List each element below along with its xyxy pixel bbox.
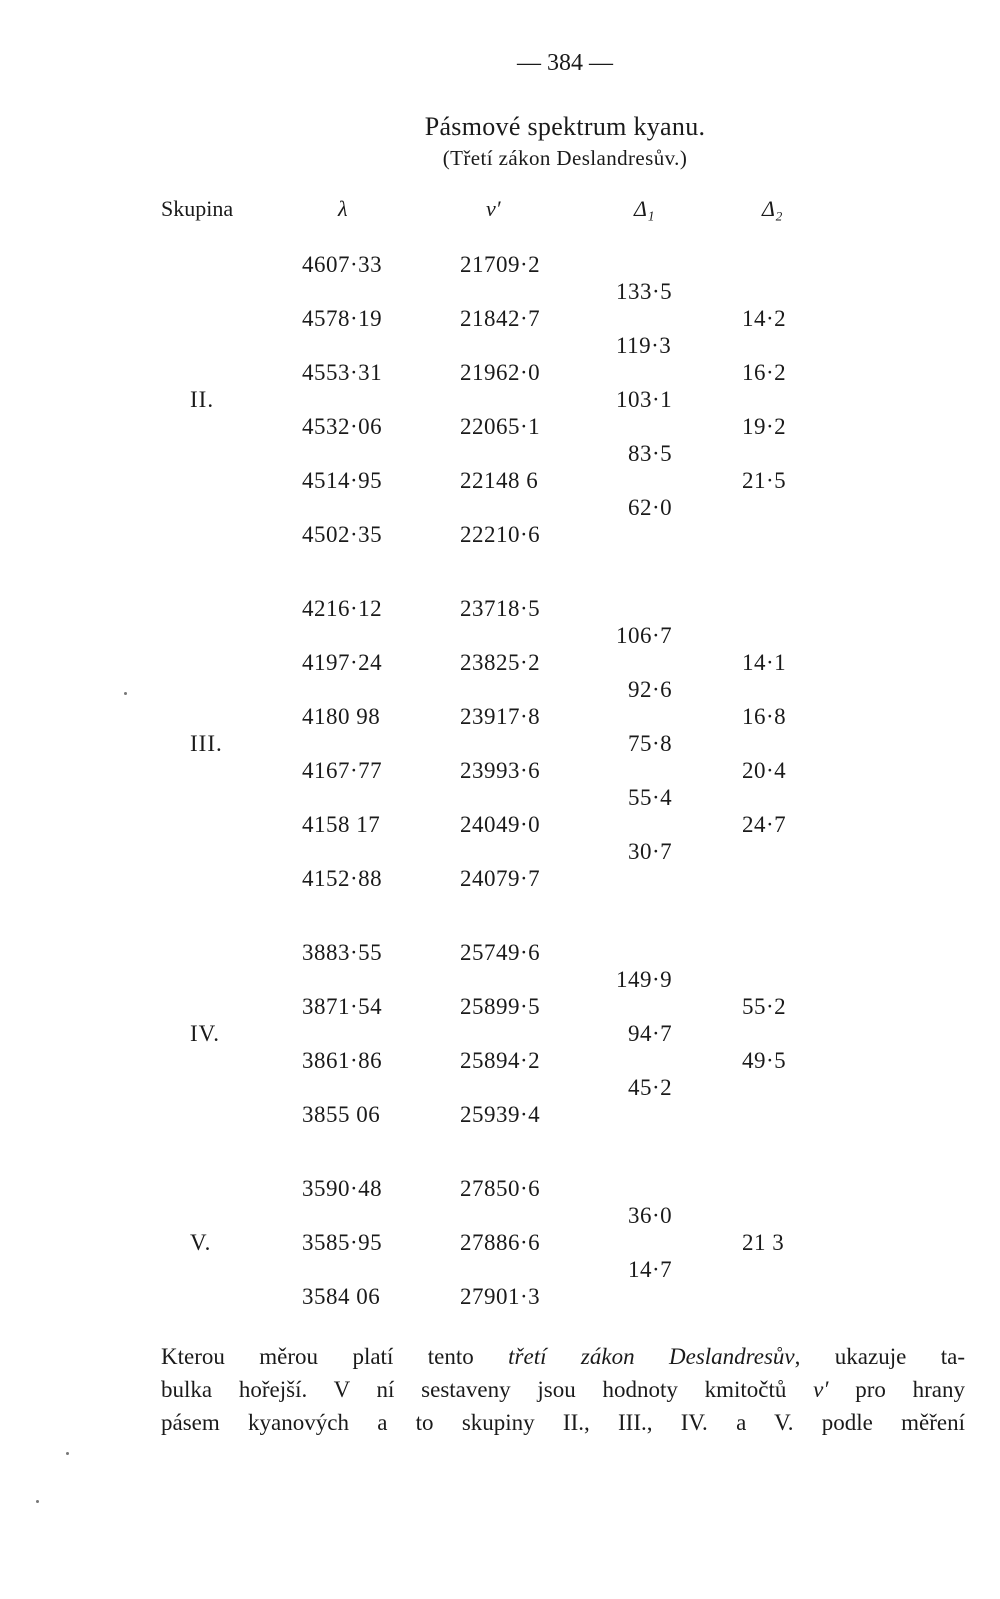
paragraph-emphasis: třetí zákon Deslandresův (508, 1344, 795, 1369)
delta2-cell: 16·8 (742, 704, 787, 729)
lambda-cell: 3855 06 (302, 1102, 381, 1127)
nu-cell: 25899·5 (460, 994, 541, 1019)
lambda-cell: 3584 06 (302, 1284, 381, 1309)
nu-cell: 22148 6 (460, 468, 539, 493)
group-label: II. (190, 387, 215, 412)
table-title: Pásmové spektrum kyanu. (424, 112, 706, 141)
paragraph-line-2-end: pro hrany (828, 1377, 965, 1402)
nu-cell: 27901·3 (460, 1284, 541, 1309)
nu-cell: 21962·0 (460, 360, 541, 385)
delta2-cell: 55·2 (742, 994, 787, 1019)
paragraph-line-3: pásem kyanových a to skupiny II., III., IV. a V. podle měření (161, 1410, 965, 1435)
delta1-cell: 83·5 (628, 441, 673, 466)
lambda-cell: 4578·19 (302, 306, 383, 331)
lambda-cell: 3585·95 (302, 1230, 383, 1255)
delta1-cell: 75·8 (628, 731, 673, 756)
delta1-cell: 45·2 (628, 1075, 673, 1100)
delta2-cell: 49·5 (742, 1048, 787, 1073)
scan-speck (124, 692, 127, 695)
lambda-cell: 3871·54 (302, 994, 383, 1019)
header-group: Skupina (161, 196, 234, 221)
nu-cell: 21709·2 (460, 252, 541, 277)
delta1-cell: 133·5 (616, 279, 673, 304)
header-delta1: Δ₁ (634, 196, 655, 221)
paragraph-line-1-end: , ukazuje ta- (794, 1344, 965, 1369)
page-number: — 384 — (517, 50, 613, 76)
lambda-cell: 4180 98 (302, 704, 381, 729)
lambda-cell: 4197·24 (302, 650, 383, 675)
delta2-cell: 24·7 (742, 812, 787, 837)
scan-speck (66, 1452, 69, 1455)
lambda-cell: 4553·31 (302, 360, 383, 385)
delta1-cell: 103·1 (616, 387, 673, 412)
delta1-cell: 94·7 (628, 1021, 673, 1046)
lambda-cell: 4607·33 (302, 252, 383, 277)
nu-cell: 23825·2 (460, 650, 541, 675)
header-delta2: Δ₂ (762, 196, 783, 221)
lambda-cell: 3883·55 (302, 940, 383, 965)
delta2-cell: 14·1 (742, 650, 787, 675)
paragraph-line-1 (161, 1340, 965, 1373)
delta1-cell: 149·9 (616, 967, 673, 992)
nu-cell: 22065·1 (460, 414, 541, 439)
nu-cell: 27850·6 (460, 1176, 541, 1201)
paragraph-line-2-start: bulka hořejší. V ní sestaveny jsou hodnoty kmitočtů (161, 1377, 814, 1402)
nu-cell: 25894·2 (460, 1048, 541, 1073)
delta2-cell: 21·5 (742, 468, 787, 493)
group-label: V. (190, 1230, 212, 1255)
delta1-cell: 92·6 (628, 677, 673, 702)
group-label: IV. (190, 1021, 221, 1046)
paragraph-line-1-start: Kterou měrou platí tento (161, 1344, 509, 1369)
group-label: III. (190, 731, 223, 756)
nu-cell: 23718·5 (460, 596, 541, 621)
nu-cell: 24049·0 (460, 812, 541, 837)
delta2-cell: 21 3 (742, 1230, 785, 1255)
nu-cell: 23993·6 (460, 758, 541, 783)
lambda-cell: 4216·12 (302, 596, 383, 621)
lambda-cell: 3861·86 (302, 1048, 383, 1073)
lambda-cell: 4514·95 (302, 468, 383, 493)
nu-cell: 27886·6 (460, 1230, 541, 1255)
delta1-cell: 106·7 (616, 623, 673, 648)
header-lambda: λ (338, 196, 348, 221)
delta2-cell: 16·2 (742, 360, 787, 385)
delta1-cell: 119·3 (616, 333, 672, 358)
lambda-cell: 4532·06 (302, 414, 383, 439)
lambda-cell: 4167·77 (302, 758, 383, 783)
delta1-cell: 30·7 (628, 839, 673, 864)
paragraph-nu-symbol: ν′ (813, 1377, 829, 1402)
delta1-cell: 14·7 (628, 1257, 673, 1282)
delta1-cell: 62·0 (628, 495, 673, 520)
lambda-cell: 4502·35 (302, 522, 383, 547)
nu-cell: 22210·6 (460, 522, 541, 547)
scan-speck (36, 1500, 39, 1503)
lambda-cell: 4158 17 (302, 812, 381, 837)
header-nu: ν′ (486, 196, 501, 221)
nu-cell: 25749·6 (460, 940, 541, 965)
delta2-cell: 20·4 (742, 758, 787, 783)
delta2-cell: 14·2 (742, 306, 787, 331)
delta2-cell: 19·2 (742, 414, 787, 439)
nu-cell: 24079·7 (460, 866, 541, 891)
nu-cell: 21842·7 (460, 306, 541, 331)
body-paragraph (161, 1340, 965, 1439)
delta1-cell: 55·4 (628, 785, 673, 810)
lambda-cell: 3590·48 (302, 1176, 383, 1201)
lambda-cell: 4152·88 (302, 866, 383, 891)
table-subtitle: (Třetí zákon Deslandresův.) (442, 146, 688, 170)
delta1-cell: 36·0 (628, 1203, 673, 1228)
paragraph-line-2 (161, 1373, 965, 1406)
nu-cell: 23917·8 (460, 704, 541, 729)
nu-cell: 25939·4 (460, 1102, 541, 1127)
